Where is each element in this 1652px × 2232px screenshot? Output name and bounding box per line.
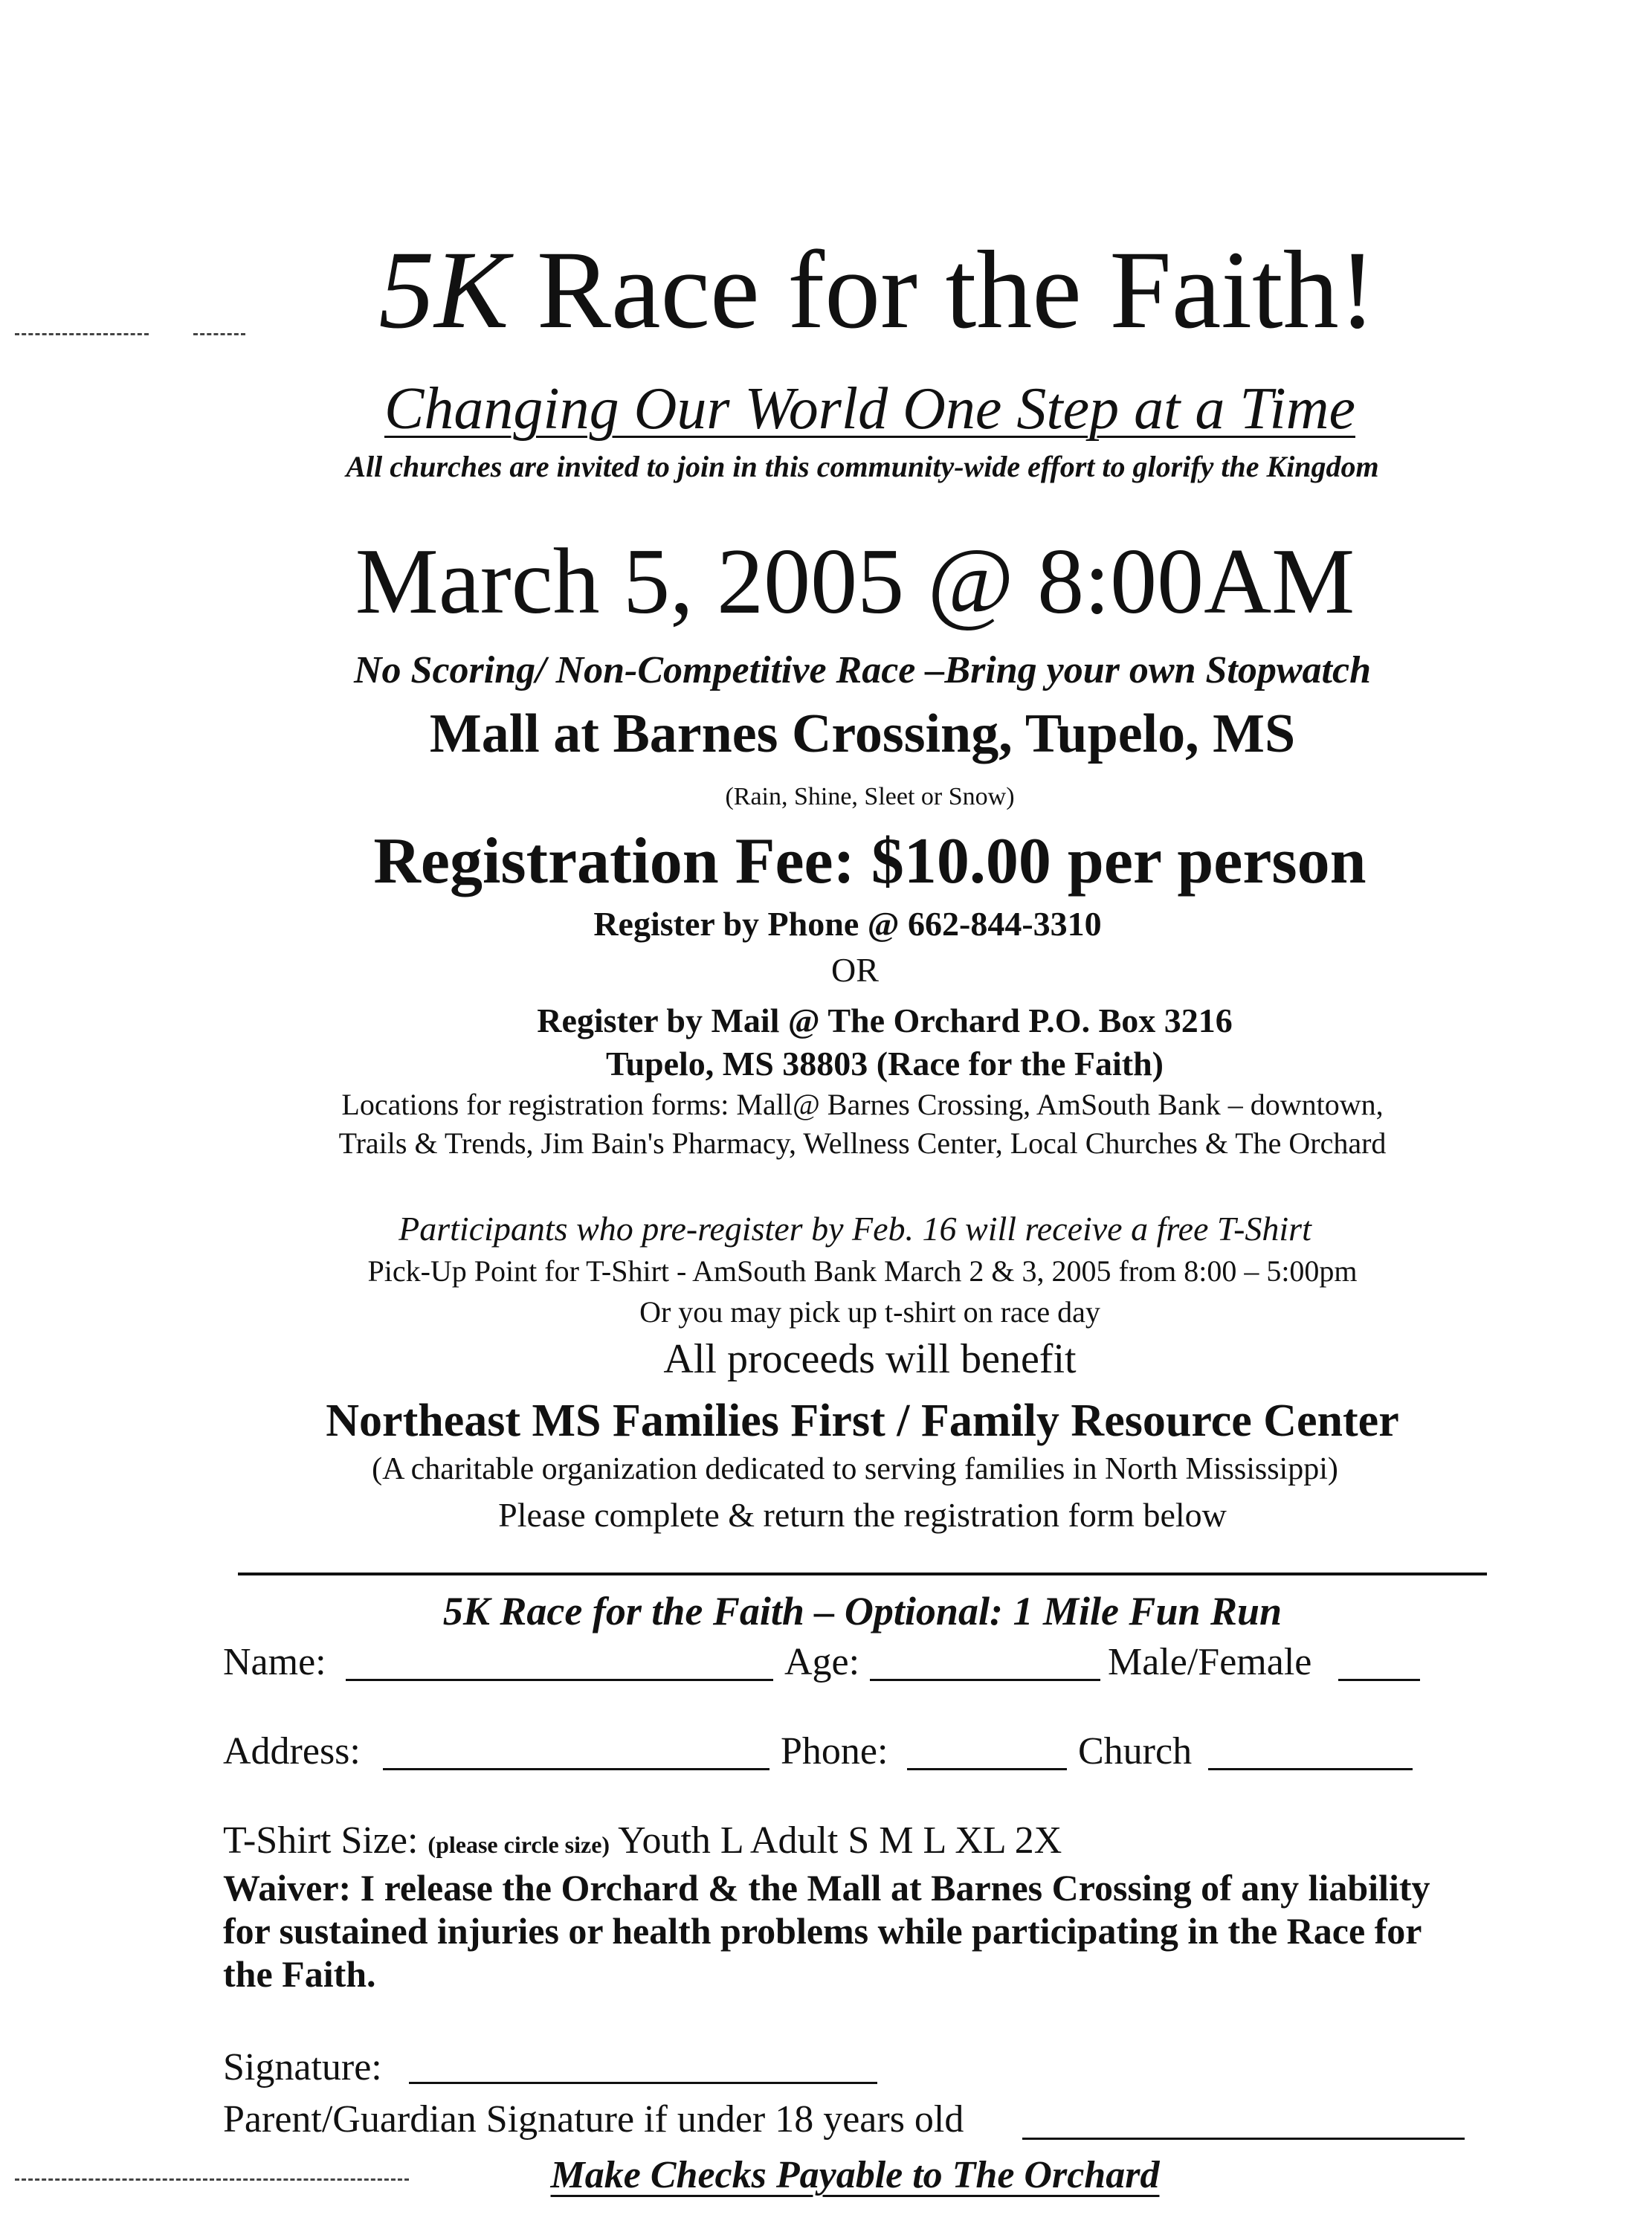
race-day-note: Or you may pick up t-shirt on race day [639,1295,1100,1329]
church-label: Church [1078,1730,1193,1773]
flyer-title [245,228,1509,352]
signature-field[interactable] [409,2082,877,2084]
checks-payable-note: Make Checks Payable to The Orchard [550,2154,1160,2196]
mail-address: Tupelo, MS 38803 (Race for the Faith) [605,1045,1164,1083]
scan-artifact-dash [15,2178,409,2183]
phone-field[interactable] [907,1768,1067,1770]
church-field[interactable] [1208,1768,1413,1770]
address-label: Address: [223,1730,361,1773]
tshirt-size-row [223,1819,1062,1862]
pickup-note: Pick-Up Point for T-Shirt - AmSouth Bank March 2 & 3, 2005 from 8:00 – 5:00pm [367,1254,1358,1288]
sex-field[interactable] [1338,1679,1420,1681]
tshirt-size-options[interactable]: Youth L Adult S M L XL 2X [618,1819,1062,1862]
race-note: No Scoring/ Non-Competitive Race –Bring your own Stopwatch [353,649,1372,691]
tagline: Changing Our World One Step at a Time [384,376,1355,442]
venue: Mall at Barnes Crossing, Tupelo, MS [429,703,1296,764]
registration-fee: Registration Fee: $10.00 per person [373,825,1367,897]
locations-line-2: Trails & Trends, Jim Bain's Pharmacy, Wellness Center, Local Churches & The Orchard [338,1126,1387,1160]
waiver-text: Waiver: I release the Orchard & the Mall at Barnes Crossing of any liability for sustained injuries or health problems while participating in the Race for the Faith. [223,1867,1430,1995]
form-instruction: Please complete & return the registration form below [498,1496,1227,1534]
scan-artifact-dash [193,333,245,338]
form-title: 5K Race for the Faith – Optional: 1 Mile Fun Run [442,1589,1282,1633]
or-separator: OR [831,951,879,989]
title-text: Race for the Faith! [536,228,1376,352]
age-field[interactable] [870,1679,1100,1681]
guardian-signature-field[interactable] [1022,2138,1465,2140]
scan-artifact-dash [15,333,149,338]
guardian-signature-label: Parent/Guardian Signature if under 18 years old [223,2098,964,2141]
locations-line-1: Locations for registration forms: Mall@ Barnes Crossing, AmSouth Bank – downtown, [341,1088,1384,1121]
preregister-note: Participants who pre-register by Feb. 16 will receive a free T-Shirt [399,1210,1311,1248]
event-date-time: March 5, 2005 @ 8:00AM [355,530,1355,633]
name-label: Name: [223,1641,326,1683]
phone-label: Phone: [781,1730,888,1773]
name-field[interactable] [346,1679,773,1681]
register-by-mail: Register by Mail @ The Orchard P.O. Box 3216 [537,1002,1233,1039]
signature-label: Signature: [223,2046,382,2089]
tshirt-size-label: T-Shirt Size: [223,1819,419,1862]
register-by-phone: Register by Phone @ 662-844-3310 [593,905,1102,943]
title-5k: 5K [378,228,509,352]
proceeds-intro: All proceeds will benefit [663,1336,1077,1382]
invite-line: All churches are invited to join in this community-wide effort to glorify the Kingdom [346,450,1379,483]
beneficiary-org: Northeast MS Families First / Family Resource Center [326,1396,1399,1446]
address-field[interactable] [383,1768,769,1770]
tshirt-size-hint: (please circle size) [427,1831,610,1858]
org-description: (A charitable organization dedicated to serving families in North Mississippi) [372,1452,1338,1486]
sex-label: Male/Female [1108,1641,1312,1683]
form-divider [238,1573,1487,1575]
weather-note: (Rain, Shine, Sleet or Snow) [725,783,1015,810]
age-label: Age: [784,1641,860,1683]
